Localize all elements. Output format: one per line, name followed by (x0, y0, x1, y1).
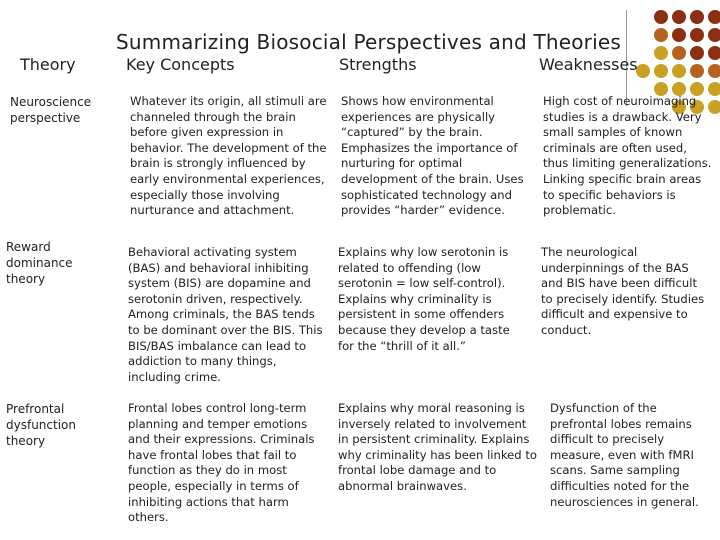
decor-dot (690, 46, 704, 60)
weaknesses-cell: High cost of neuroimaging studies is a drawback. Very small samples of known criminals are often used, thus limiting generalizations. Linking specific brain areas to specific behaviors is problematic. (543, 94, 712, 218)
theory-cell: Neuroscience perspective (10, 95, 92, 125)
decor-dot (672, 10, 686, 24)
strengths-cell: Shows how environmental experiences are physically “captured” by the brain. Emphasizes the importance of nurturing for optimal development of the brain. Uses sophisticated technology and provides “harder” evidence. (341, 94, 524, 218)
decor-dot (672, 64, 686, 78)
theory-cell: Reward dominance theory (6, 240, 73, 286)
decor-dot (708, 10, 720, 24)
decor-dot (708, 28, 720, 42)
decor-dot (654, 46, 668, 60)
decor-dot (672, 28, 686, 42)
decor-dot (636, 64, 650, 78)
header-theory: Theory (20, 55, 76, 74)
page-title: Summarizing Biosocial Perspectives and Theories (116, 30, 621, 54)
strengths-cell: Explains why low serotonin is related to offending (low serotonin = low self-control). Explains why criminality is persistent in some offenders because they develop a taste for the “thrill of it all.” (338, 245, 510, 353)
key-concepts-cell: Whatever its origin, all stimuli are channeled through the brain before given expression in behavior. The development of the brain is strongly influenced by early environmental experiences, especially those involving nurturance and attachment. (130, 94, 327, 218)
decor-dot (654, 28, 668, 42)
decor-dot (672, 46, 686, 60)
header-weaknesses: Weaknesses (539, 55, 638, 74)
decor-dot (690, 10, 704, 24)
key-concepts-cell: Frontal lobes control long-term planning and temper emotions and their expressions. Criminals have frontal lobes that fail to function as they do in most people, especially in terms of inhibiting actions that harm others. (128, 401, 315, 525)
weaknesses-cell: The neurological underpinnings of the BAS and BIS have been difficult to precisely identify. Studies difficult and expensive to conduct. (541, 245, 705, 337)
weaknesses-cell: Dysfunction of the prefrontal lobes remains difficult to precisely measure, even with fMRI scans. Same sampling difficulties noted for the neurosciences in general. (550, 401, 699, 509)
decor-dot (708, 64, 720, 78)
theory-cell: Prefrontal dysfunction theory (6, 402, 76, 448)
header-strengths: Strengths (339, 55, 417, 74)
decor-dot (690, 64, 704, 78)
header-key-concepts: Key Concepts (126, 55, 235, 74)
key-concepts-cell: Behavioral activating system (BAS) and behavioral inhibiting system (BIS) are dopamine and serotonin driven, respectively. Among criminals, the BAS tends to be dominant over the BIS. This BIS/BAS imbalance can lead to addiction to many things, including crime. (128, 245, 323, 384)
decor-dot (654, 10, 668, 24)
strengths-cell: Explains why moral reasoning is inversely related to involvement in persistent criminality. Explains why criminality has been linked to frontal lobe damage and to abnormal brainwaves. (338, 401, 537, 493)
decor-dot (654, 64, 668, 78)
decor-dot (708, 46, 720, 60)
decor-dot (690, 28, 704, 42)
